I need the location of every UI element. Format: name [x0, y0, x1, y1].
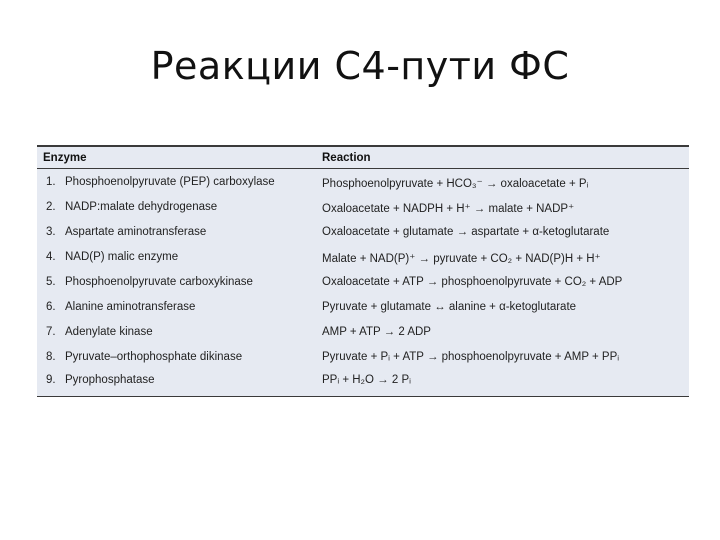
reactions-table [37, 145, 689, 397]
table-row [37, 221, 689, 246]
row-number: 9. [46, 374, 56, 386]
enzyme-cell: NAD(P) malic enzyme [65, 251, 179, 263]
table-row [37, 271, 689, 296]
row-number: 2. [46, 201, 56, 213]
reaction-cell: Pyruvate + glutamate ↔ alanine + α-ketoglutarate [322, 301, 577, 313]
slide-title: Реакции С4-пути ФС [150, 44, 570, 88]
reaction-cell: Oxaloacetate + glutamate → aspartate + α-ketoglutarate [322, 226, 610, 238]
row-number: 1. [46, 176, 56, 188]
row-number: 4. [46, 251, 56, 263]
row-number: 6. [46, 301, 56, 313]
table-bottom-rule [37, 396, 689, 397]
table-row [37, 171, 689, 196]
reaction-cell: PPᵢ + H₂O → 2 Pᵢ [322, 374, 411, 386]
reaction-cell: AMP + ATP → 2 ADP [322, 326, 431, 338]
enzyme-column-header: Enzyme [43, 152, 87, 164]
row-number: 5. [46, 276, 56, 288]
enzyme-cell: Pyrophosphatase [65, 374, 155, 386]
reaction-cell: Phosphoenolpyruvate + HCO₃⁻ → oxaloacetate + Pᵢ [322, 178, 589, 190]
reaction-cell: Malate + NAD(P)⁺ → pyruvate + CO₂ + NAD(P)H + H⁺ [322, 253, 601, 265]
reaction-column-header: Reaction [322, 152, 371, 164]
table-row [37, 369, 689, 394]
table-row [37, 346, 689, 371]
table-row [37, 296, 689, 321]
table-row [37, 321, 689, 346]
reaction-cell: Oxaloacetate + ATP → phosphoenolpyruvate + CO₂ + ADP [322, 276, 623, 288]
enzyme-cell: Phosphoenolpyruvate carboxykinase [65, 276, 253, 288]
reaction-cell: Pyruvate + Pᵢ + ATP → phosphoenolpyruvate + AMP + PPᵢ [322, 351, 620, 363]
enzyme-cell: Aspartate aminotransferase [65, 226, 207, 238]
row-number: 7. [46, 326, 56, 338]
row-number: 3. [46, 226, 56, 238]
reaction-cell: Oxaloacetate + NADPH + H⁺ → malate + NADP⁺ [322, 203, 575, 215]
enzyme-cell: NADP:malate dehydrogenase [65, 201, 218, 213]
table-row [37, 196, 689, 221]
table-header [37, 145, 689, 169]
enzyme-cell: Alanine aminotransferase [65, 301, 196, 313]
enzyme-cell: Pyruvate–orthophosphate dikinase [65, 351, 243, 363]
enzyme-cell: Adenylate kinase [65, 326, 153, 338]
row-number: 8. [46, 351, 56, 363]
table-row [37, 246, 689, 271]
enzyme-cell: Phosphoenolpyruvate (PEP) carboxylase [65, 176, 275, 188]
